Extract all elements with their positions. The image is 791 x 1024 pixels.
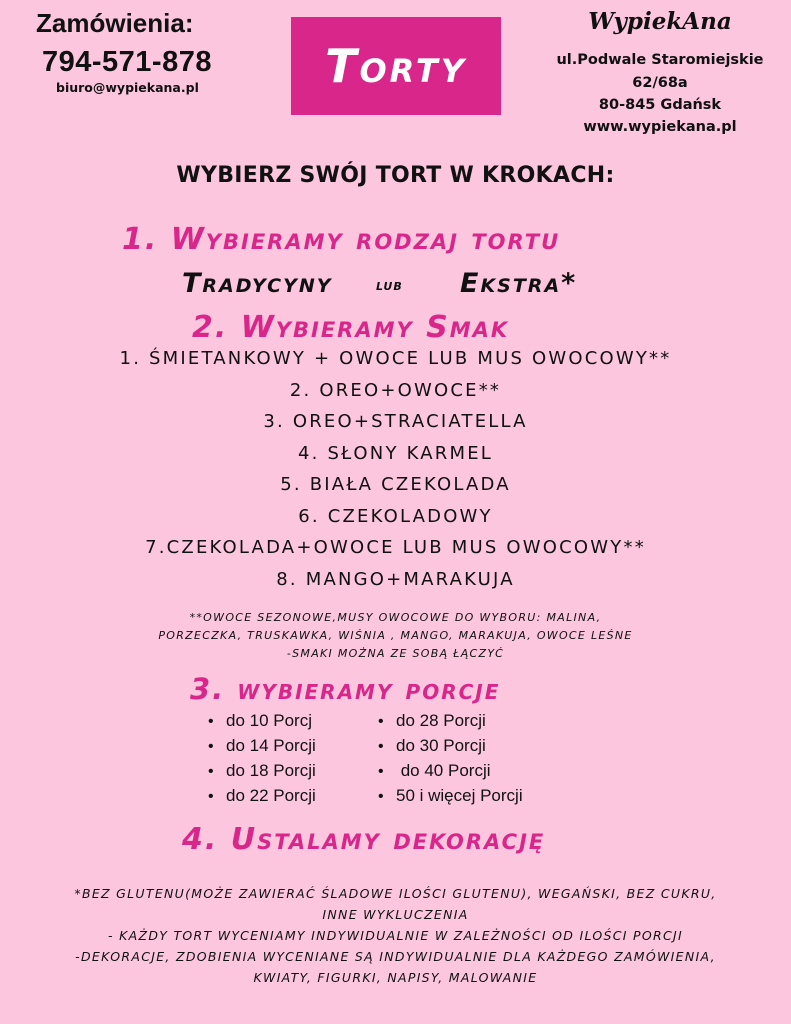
bullet-icon: • (378, 713, 384, 730)
portion-item: • do 10 Porcj (208, 711, 312, 730)
flavor-item: 1. ŚMIETANKOWY + OWOCE LUB MUS OWOCOWY** (119, 348, 672, 369)
footer-line: KWIATY, FIGURKI, NAPISY, MALOWANIE (253, 970, 538, 985)
main-heading: WYBIERZ SWÓJ TORT W KROKACH: (176, 163, 615, 188)
flavor-item: 8. MANGO+MARAKUJA (276, 568, 515, 590)
bullet-icon: • (378, 788, 384, 805)
step3-title: 3. wybieramy porcje (190, 672, 501, 706)
note-line: PORZECZKA, TRUSKAWKA, WIŚNIA , MANGO, MARAKUJA, OWOCE LEŚNE (158, 629, 633, 642)
address-city: 80-845 Gdańsk (598, 97, 722, 113)
footer-line: - KAŻDY TORT WYCENIAMY INDYWIDUALNIE W ZALEŻNOŚCI OD ILOŚCI PORCJI (108, 928, 683, 943)
portion-item: • 50 i więcej Porcji (378, 786, 523, 805)
flavor-item: 4. SŁONY KARMEL (297, 442, 494, 464)
order-phone: 794-571-878 (42, 46, 212, 78)
brand-name: WypiekAna (588, 8, 732, 35)
order-title: Zamówienia: (36, 8, 194, 38)
step1-title: 1. Wybieramy rodzaj tortu (122, 222, 561, 257)
flavor-item: 5. BIAŁA CZEKOLADA (280, 474, 511, 495)
cake-type-traditional: Tradycyny (182, 268, 333, 299)
page-title: Torty (325, 39, 467, 93)
step4-title: 4. Ustalamy dekorację (182, 822, 546, 857)
portion-item: • do 28 Porcji (378, 711, 486, 730)
bullet-icon: • (208, 738, 214, 755)
cake-type-separator: lub (376, 276, 403, 294)
bullet-icon: • (208, 788, 214, 805)
portion-item: • do 14 Porcji (208, 736, 316, 755)
flavor-item: 2. OREO+OWOCE** (289, 379, 502, 401)
portion-item: • do 40 Porcji (378, 761, 491, 780)
title-banner (291, 17, 501, 115)
note-line: -SMAKI MOŻNA ZE SOBĄ ŁĄCZYĆ (286, 647, 505, 660)
portion-item: • do 18 Porcji (208, 761, 316, 780)
address-number: 62/68a (632, 75, 688, 91)
flavor-item: 6. CZEKOLADOWY (298, 505, 493, 527)
footer-line: -DEKORACJE, ZDOBIENIA WYCENIANE SĄ INDYWIDUALNIE DLA KAŻDEGO ZAMÓWIENIA, (75, 949, 716, 964)
footer-line: INNE WYKLUCZENIA (322, 907, 469, 922)
footer-line: *BEZ GLUTENU(MOŻE ZAWIERAĆ ŚLADOWE ILOŚCI GLUTENU), WEGAŃSKI, BEZ CUKRU, (74, 886, 717, 901)
bullet-icon: • (378, 763, 384, 780)
address-street: ul.Podwale Staromiejskie (556, 52, 764, 68)
bullet-icon: • (208, 713, 214, 730)
portion-item: • do 22 Porcji (208, 786, 316, 805)
portion-item: • do 30 Porcji (378, 736, 486, 755)
order-email: biuro@wypiekana.pl (56, 80, 199, 95)
flavor-item: 3. OREO+STRACIATELLA (263, 411, 528, 432)
cake-type-extra: Ekstra* (460, 268, 578, 299)
bullet-icon: • (378, 738, 384, 755)
website-link: www.wypiekana.pl (583, 119, 737, 135)
bullet-icon: • (208, 763, 214, 780)
flavor-item: 7.CZEKOLADA+OWOCE LUB MUS OWOCOWY** (145, 537, 646, 558)
note-line: **OWOCE SEZONOWE,MUSY OWOCOWE DO WYBORU: MALINA, (189, 611, 602, 624)
step2-title: 2. Wybieramy Smak (192, 310, 510, 345)
